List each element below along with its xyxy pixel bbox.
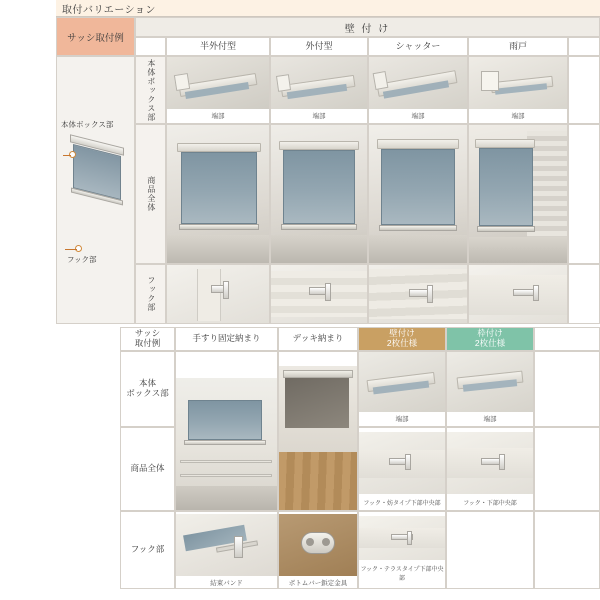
caption-frame2-hook: フック・下部中央部 [463, 501, 517, 507]
caption-wall2-terrace-hook: フック・テラスタイプ下部中央部 [360, 567, 444, 582]
cell-frame2-hook [446, 511, 534, 589]
row-label-box-unit: 本体ボックス部 [135, 56, 166, 124]
lower-sash-header-line2: 取付例 [134, 338, 161, 348]
cell-box-spacer [568, 56, 600, 124]
marker-line-hook [65, 249, 77, 250]
cell-box-shutter [368, 56, 468, 124]
column-header-amado: 雨戸 [468, 37, 568, 56]
cell-wall2-hook [358, 511, 446, 589]
cell-hook-hangai [166, 264, 270, 324]
column-header-hangai: 半外付型 [166, 37, 270, 56]
lower-sash-example-header [120, 327, 175, 351]
cell-handrail-hook [175, 511, 278, 589]
caption-box-amado: 端部 [511, 113, 525, 120]
cell-hook-sotozuke [270, 264, 368, 324]
lower-column-header-frame-label: 枠付け [477, 328, 503, 339]
document-title-bar [56, 0, 600, 17]
lower-row-label-whole-product: 商品全体 [120, 427, 175, 511]
caption-box-sotozuke: 端部 [312, 113, 326, 120]
column-header-shutter: シャッター [368, 37, 468, 56]
caption-deck-parts: ボトムバー鋲定金具 [288, 580, 348, 587]
caption-box-shutter: 端部 [411, 113, 425, 120]
lower-column-header-frame [446, 327, 534, 351]
cell-box-amado [468, 56, 568, 124]
caption-handrail-band: 結束バンド [210, 580, 243, 587]
cell-frame2-box [446, 351, 534, 427]
row-label-header-spacer [135, 37, 166, 56]
lower-column-header-deck: デッキ納まり [278, 327, 358, 351]
cell-hook-shutter [368, 264, 468, 324]
lower-sash-header-line1: サッシ [134, 328, 161, 339]
column-header-sotozuke: 外付型 [270, 37, 368, 56]
cell-lower-spacer-2 [534, 427, 600, 511]
cell-deck-hook [278, 511, 358, 589]
cell-lower-spacer-1 [534, 351, 600, 427]
cell-wall2-product [358, 427, 446, 511]
cell-frame2-product [446, 427, 534, 511]
lower-column-header-wall-sub: 2枚仕様 [386, 338, 418, 348]
lower-column-header-wall-label: 壁付け [389, 328, 415, 339]
lower-column-header-frame-sub: 2枚仕様 [474, 338, 506, 348]
cell-box-hangai [166, 56, 270, 124]
caption-frame2-box: 端部 [483, 416, 497, 423]
cell-box-sotozuke [270, 56, 368, 124]
lower-column-header-wall [358, 327, 446, 351]
cell-handrail-product [175, 351, 278, 511]
caption-wall2-hook: フック・妨タイプ下部中央部 [363, 501, 441, 507]
lower-row-label-hook: フック部 [120, 511, 175, 589]
cell-lower-spacer-3 [534, 511, 600, 589]
cell-hook-spacer [568, 264, 600, 324]
sash-diagram-panel [56, 56, 135, 324]
sash-label-hook: フック部 [67, 255, 97, 264]
caption-box-hangai: 端部 [211, 113, 225, 120]
lower-column-header-handrail: 手すり固定納まり [175, 327, 278, 351]
cell-product-amado [468, 124, 568, 264]
wall-mount-group-header: 壁 付 け [135, 17, 600, 37]
lower-row-label-box-line1: 本体 [138, 378, 156, 389]
lower-row-label-box-line2: ボックス部 [126, 388, 169, 398]
caption-wall2-box: 端部 [395, 416, 409, 423]
cell-product-shutter [368, 124, 468, 264]
cell-product-hangai [166, 124, 270, 264]
lower-row-label-box-unit [120, 351, 175, 427]
cell-hook-amado [468, 264, 568, 324]
row-label-whole-product: 商品全体 [135, 124, 166, 264]
lower-header-spacer [534, 327, 600, 351]
page-title: 取付バリエーション [62, 4, 156, 16]
sash-label-box-unit: 本体ボックス部 [61, 120, 114, 129]
column-header-spacer [568, 37, 600, 56]
cell-product-spacer [568, 124, 600, 264]
sash-example-header: サッシ取付例 [56, 17, 135, 56]
row-label-hook: フック部 [135, 264, 166, 324]
cell-product-sotozuke [270, 124, 368, 264]
marker-line-box [63, 155, 71, 156]
cell-wall2-box [358, 351, 446, 427]
cell-deck-product [278, 351, 358, 511]
